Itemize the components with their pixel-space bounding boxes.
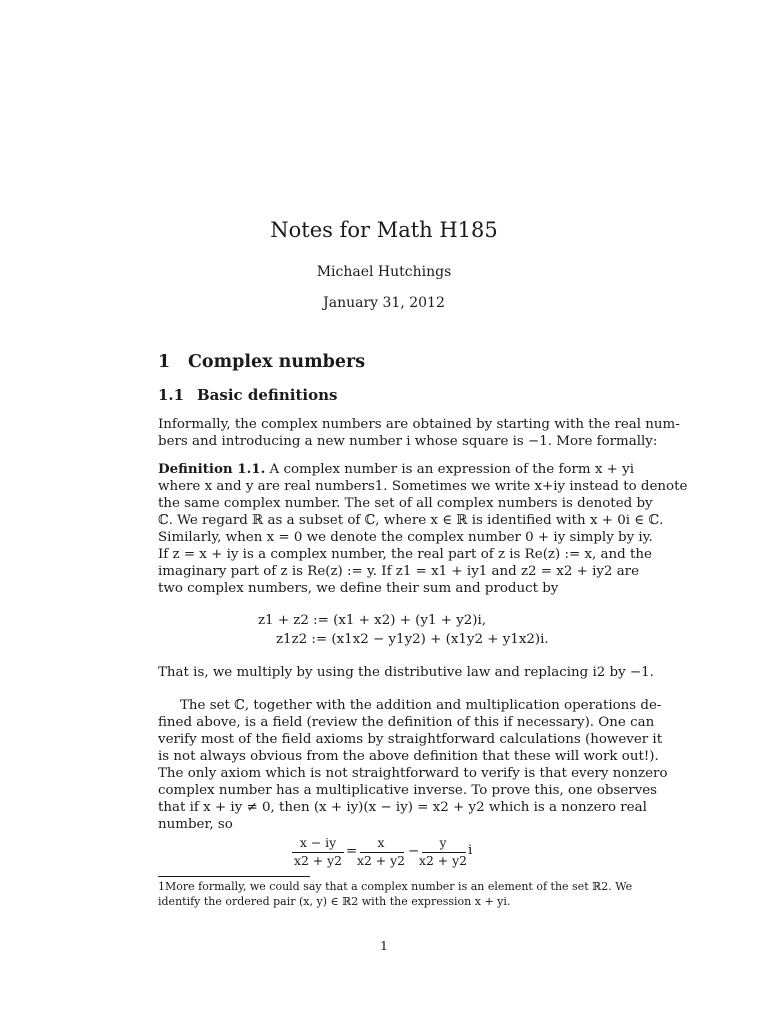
section-heading [158,352,365,372]
section-number: 1 [158,352,171,372]
equals-sign: = [346,844,358,859]
paragraph-line: The set ℂ, together with the addition and multiplication operations de- [180,698,662,713]
page-number: 1 [380,938,388,953]
footnote-line: identify the ordered pair (x, y) ∈ ℝ2 with the expression x + yi. [158,895,511,908]
paragraph-line: The only axiom which is not straightforward to verify is that every nonzero [158,766,668,781]
fraction-numerator: x [377,835,385,850]
imaginary-unit: i [468,843,473,858]
definition-line: Similarly, when x = 0 we denote the complex number 0 + iy simply by iy. [158,530,653,545]
fraction-denominator: x2 + y2 [418,853,467,868]
paragraph-line: fined above, is a field (review the definition of this if necessary). One can [158,715,655,730]
definition-line: If z = x + iy is a complex number, the real part of z is Re(z) := x, and the [158,547,652,562]
paragraph-line: complex number has a multiplicative inverse. To prove this, one observes [158,783,658,798]
minus-sign: − [408,844,420,859]
paper-date: January 31, 2012 [323,295,445,311]
paragraph-line: verify most of the field axioms by straightforward calculations (however it [158,732,663,747]
paragraph-line: That is, we multiply by using the distributive law and replacing i2 by −1. [158,665,654,680]
definition-line: the same complex number. The set of all complex numbers is denoted by [158,496,653,511]
paragraph-line: number, so [158,817,233,832]
definition-label: Definition 1.1. [158,461,266,477]
fraction-denominator: x2 + y2 [356,853,405,868]
paragraph-line: Informally, the complex numbers are obtained by starting with the real num- [158,417,680,432]
footnote-rule [158,876,310,877]
author-name: Michael Hutchings [316,264,452,280]
paragraph-line: is not always obvious from the above definition that these will work out!). [158,749,659,764]
subsection-heading [158,386,337,404]
definition-line: where x and y are real numbers1. Sometimes we write x+iy instead to denote [158,479,688,494]
section-title: Complex numbers [188,352,366,372]
sum-equation: z1 + z2 := (x1 + x2) + (y1 + y2)i, [258,613,487,628]
paragraph-line: bers and introducing a new number i whose square is −1. More formally: [158,434,658,449]
paper-title: Notes for Math H185 [270,218,498,242]
paragraph-line: that if x + iy ≠ 0, then (x + iy)(x − iy) = x2 + y2 which is a nonzero real [158,800,647,815]
definition-line: imaginary part of z is Re(z) := y. If z1 = x1 + iy1 and z2 = x2 + iy2 are [158,564,640,579]
fraction-denominator: x2 + y2 [293,853,342,868]
definition-text: A complex number is an expression of the form x + yi [269,462,634,477]
definition-line: ℂ. We regard ℝ as a subset of ℂ, where x ∈ ℝ is identified with x + 0i ∈ ℂ. [158,513,664,528]
subsection-number: 1.1 [158,386,185,404]
fraction-numerator: x − iy [299,835,337,850]
product-equation: z1z2 := (x1x2 − y1y2) + (x1y2 + y1x2)i. [276,632,549,647]
subsection-title: Basic definitions [197,386,338,404]
footnote-line: 1More formally, we could say that a complex number is an element of the set ℝ2. We [158,880,633,893]
definition-line: two complex numbers, we define their sum and product by [158,581,559,596]
definition-line [158,461,634,478]
fraction-numerator: y [439,835,447,850]
